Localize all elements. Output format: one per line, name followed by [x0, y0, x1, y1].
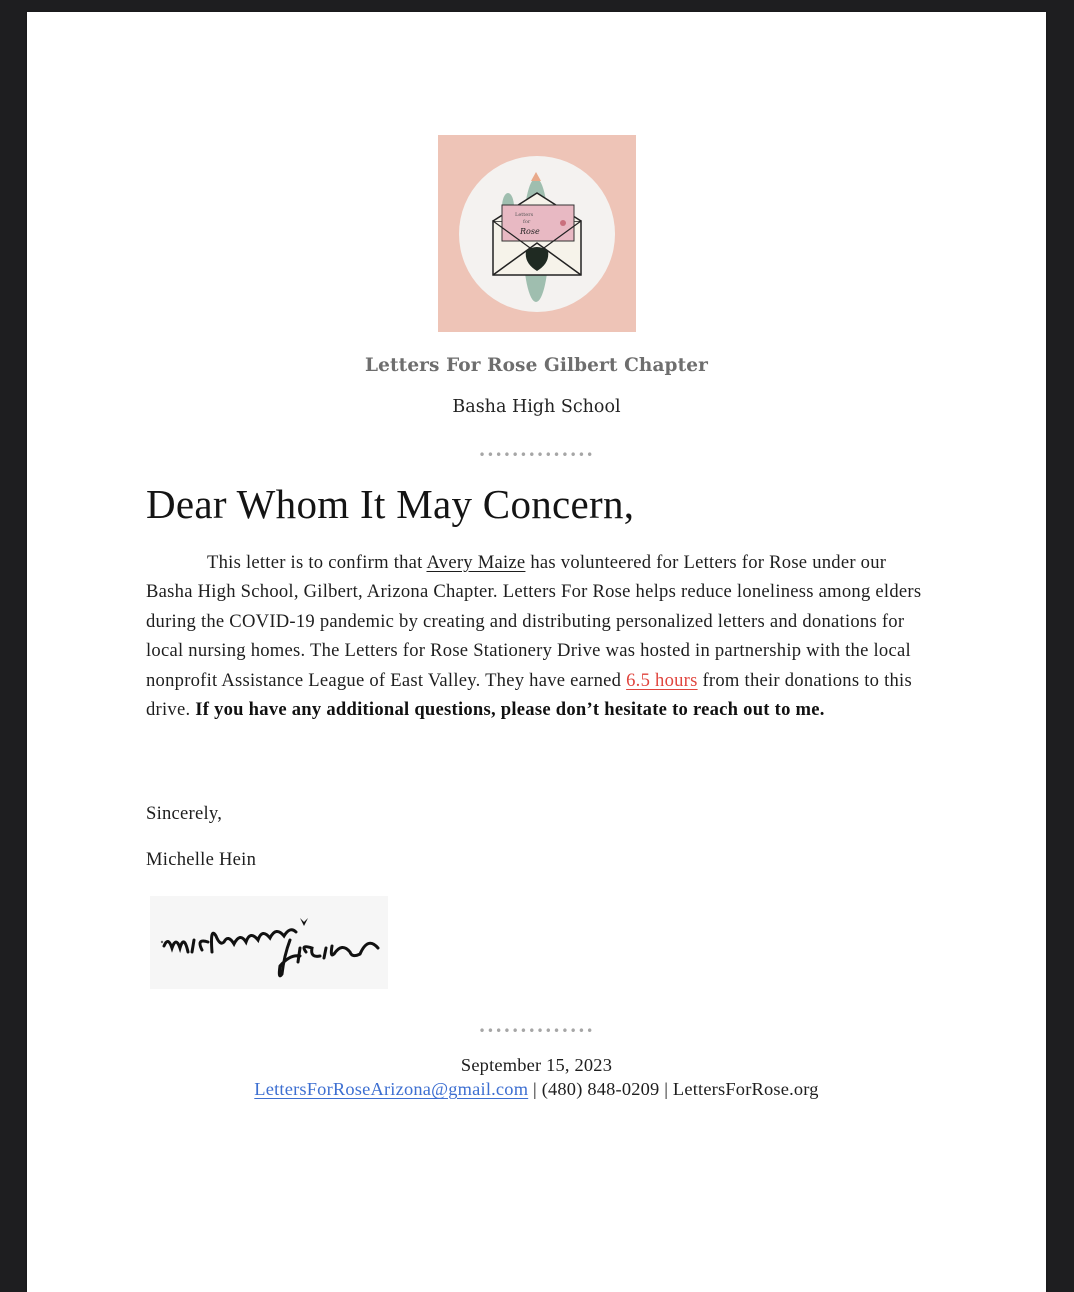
volunteer-name: Avery Maize — [426, 552, 526, 573]
logo-illustration — [438, 135, 636, 332]
logo-flower — [531, 172, 541, 181]
website: LettersForRose.org — [672, 1079, 819, 1099]
signature-drawing — [150, 896, 388, 989]
signer-name: Michelle Hein — [146, 849, 257, 870]
school-name: Basha High School — [452, 397, 621, 417]
org-name: Letters For Rose Gilbert Chapter — [365, 355, 708, 376]
signature-image — [150, 896, 388, 989]
body-part3: from their donations to this drive. — [146, 669, 912, 721]
body-part2: has volunteered for Letters for Rose under our Basha High School, Gilbert, Arizona Chapter. Letters For Rose helps reduce loneliness among elders during the COVID-19 pandemic by creating and distributing personalized letters and donations for local nursing homes. The Letters for Rose Stationery Drive was hosted in partnership with the local nonprofit Assistance League of East Valley. They have earned — [146, 552, 922, 691]
logo-rose-icon — [560, 220, 566, 226]
divider-bottom: •••••••••••••• — [478, 1026, 595, 1036]
phone-number: (480) 848-0209 — [541, 1079, 660, 1099]
logo — [438, 135, 636, 332]
greeting-heading: Dear Whom It May Concern, — [146, 481, 635, 527]
divider-top: •••••••••••••• — [478, 450, 595, 460]
contact-line — [27, 1079, 1046, 1100]
body-bold-closing: If you have any additional questions, please don’t hesitate to reach out to me. — [195, 699, 825, 721]
logo-text-letters: Letters — [515, 212, 534, 218]
closing: Sincerely, — [146, 803, 223, 824]
email-link[interactable]: LettersForRoseArizona@gmail.com — [254, 1079, 529, 1099]
letter-body — [146, 548, 936, 724]
separator: | — [528, 1079, 542, 1099]
body-part1: This letter is to confirm that — [207, 552, 427, 573]
letter-date: September 15, 2023 — [460, 1055, 613, 1075]
hours-link[interactable]: 6.5 hours — [626, 669, 698, 691]
separator: | — [659, 1079, 673, 1099]
document-page — [27, 12, 1046, 1292]
logo-text-for: for — [523, 219, 531, 225]
logo-text-rose: Rose — [520, 227, 540, 236]
